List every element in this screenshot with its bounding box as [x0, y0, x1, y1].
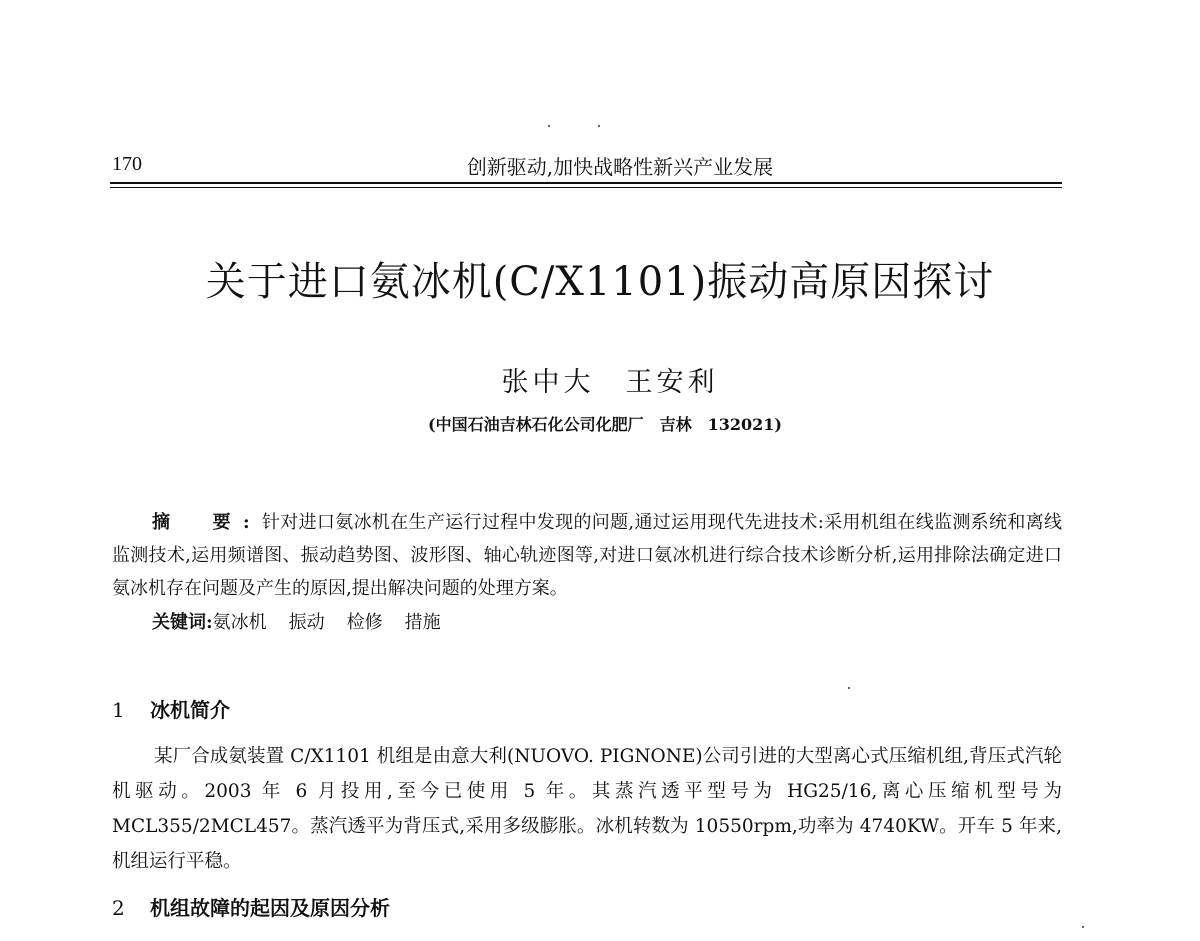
- section-heading: [112, 892, 390, 921]
- keyword: 振动: [288, 612, 325, 633]
- header-rule-thick: [110, 182, 1062, 184]
- affiliation: (中国石油吉林石化公司化肥厂 吉林 132021): [428, 415, 782, 434]
- scan-speck: [1082, 926, 1084, 928]
- authors: 张中大 王安利: [501, 367, 719, 398]
- section-title: 机组故障的起因及原因分析: [150, 896, 390, 920]
- header-rule-thin: [110, 187, 1062, 188]
- scan-speck: [848, 687, 850, 689]
- section-title: 冰机简介: [150, 698, 230, 722]
- running-head: 创新驱动,加快战略性新兴产业发展: [466, 155, 774, 179]
- abstract-label: 摘 要:: [152, 512, 262, 533]
- keywords: [152, 608, 463, 634]
- abstract: [112, 506, 1062, 605]
- keyword: 检修: [346, 612, 383, 633]
- scan-speck: [548, 125, 550, 127]
- scan-speck: [598, 125, 600, 127]
- section-number: 1: [112, 698, 125, 722]
- section-body: 某厂合成氨装置 C/X1101 机组是由意大利(NUOVO. PIGNONE)公司引进的大型离心式压缩机组,背压式汽轮机驱动。2003 年 6 月投用,至今已使用 5 年。其蒸汽透平型号为 HG25/16,离心压缩机型号为 MCL355/2MCL457。蒸汽透平为背压式,采用多级膨胀。冰机转数为 10550rpm,功率为 4740KW。开车 5 年来,机组运行平稳。: [112, 746, 1062, 872]
- page-number: 170: [112, 153, 142, 175]
- abstract-text: 针对进口氨冰机在生产运行过程中发现的问题,通过运用现代先进技术:采用机组在线监测系统和离线监测技术,运用频谱图、振动趋势图、波形图、轴心轨迹图等,对进口氨冰机进行综合技术诊断分析,运用排除法确定进口氨冰机存在问题及产生的原因,提出解决问题的处理方案。: [112, 512, 1062, 599]
- keywords-label: 关键词:: [152, 612, 213, 633]
- keyword: 氨冰机: [212, 612, 267, 633]
- paper-title: 关于进口氨冰机(C/X1101)振动高原因探讨: [205, 259, 995, 305]
- keyword: 措施: [404, 612, 441, 633]
- section-heading: [112, 694, 230, 723]
- section-number: 2: [112, 896, 125, 920]
